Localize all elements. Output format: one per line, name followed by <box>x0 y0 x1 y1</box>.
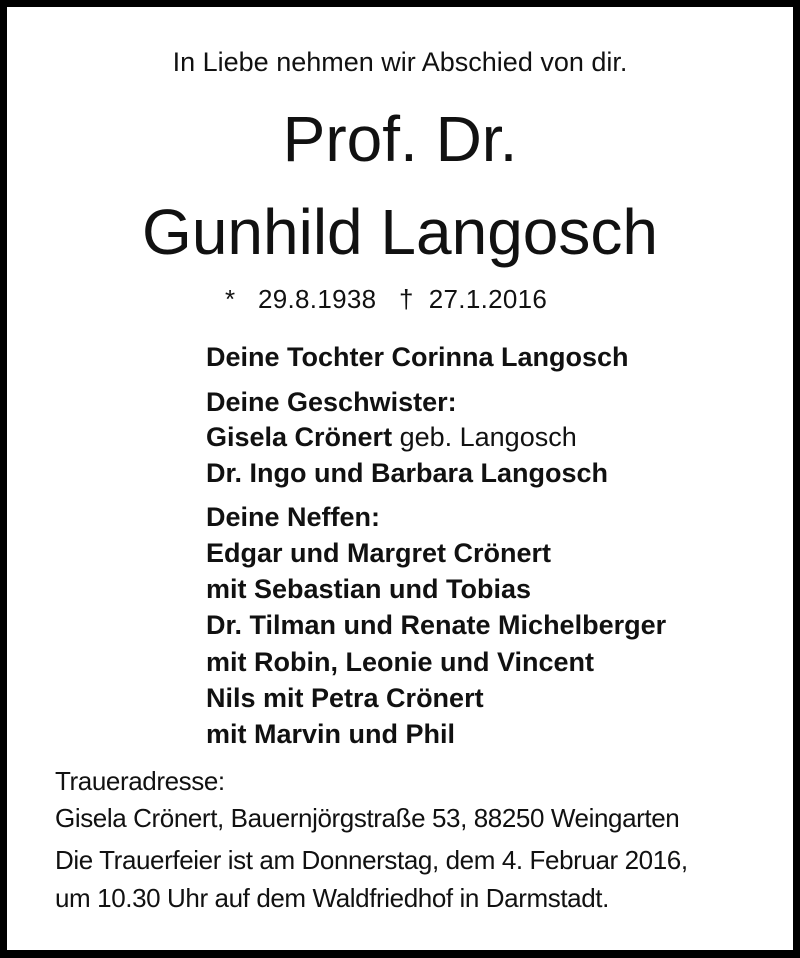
mourning-address: Gisela Crönert, Bauernjörgstraße 53, 88250 Weingarten <box>55 803 680 833</box>
nephew-line: mit Sebastian und Tobias <box>206 574 532 604</box>
death-date: 27.1.2016 <box>428 284 548 314</box>
nephew-line: Dr. Tilman und Renate Michelberger <box>206 610 667 640</box>
nephew-line: mit Marvin und Phil <box>206 719 456 749</box>
mourner-daughter: Deine Tochter Corinna Langosch <box>206 342 629 372</box>
life-dates <box>225 286 547 312</box>
nephews-heading: Deine Neffen: <box>206 502 381 532</box>
nephew-line: Edgar und Margret Crönert <box>206 538 552 568</box>
title-honorific: Prof. Dr. <box>282 103 518 175</box>
nephew-line: mit Robin, Leonie und Vincent <box>206 647 595 677</box>
nephew-line: Nils mit Petra Crönert <box>206 683 484 713</box>
birth-date: 29.8.1938 <box>258 284 377 314</box>
obituary-notice <box>7 7 793 950</box>
ceremony-info-line-2: um 10.30 Uhr auf dem Waldfriedhof in Darmstadt. <box>55 883 609 913</box>
address-label: Traueradresse: <box>55 766 225 796</box>
sibling-note: geb. Langosch <box>399 422 577 452</box>
intro-text: In Liebe nehmen wir Abschied von dir. <box>172 47 628 77</box>
sibling-name: Gisela Crönert <box>206 422 393 452</box>
deceased-name: Gunhild Langosch <box>142 196 658 268</box>
death-symbol: † <box>398 284 414 314</box>
mourner-sibling-1 <box>206 424 577 451</box>
ceremony-info-line-1: Die Trauerfeier ist am Donnerstag, dem 4. Februar 2016, <box>55 845 688 875</box>
birth-symbol: * <box>225 284 236 314</box>
mourner-sibling-2: Dr. Ingo und Barbara Langosch <box>206 458 609 488</box>
siblings-heading: Deine Geschwister: <box>206 387 457 417</box>
